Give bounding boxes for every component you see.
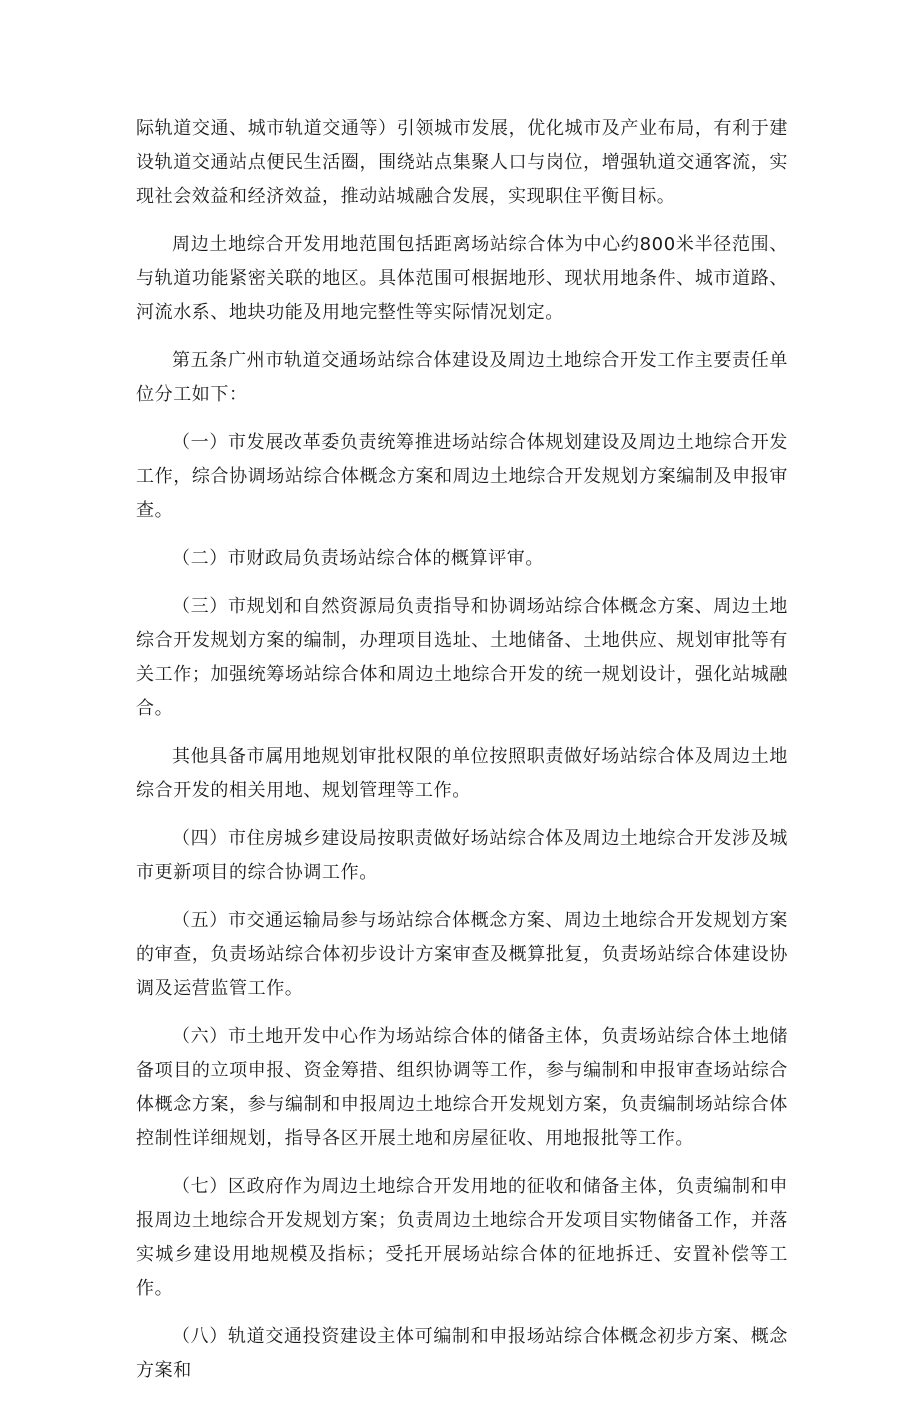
paragraph-item-2: （二）市财政局负责场站综合体的概算评审。 — [172, 548, 544, 569]
paragraph-item-7: （七）区政府作为周边土地综合开发用地的征收和储备主体，负责编制和申报周边土地综合开发规划方案；负责周边土地综合开发项目实物储备工作，并落实城乡建设用地规模及指标；受托开展场站综合体的征地拆迁、安置补偿等工作。 — [136, 1176, 788, 1299]
paragraph-item-8: （八）轨道交通投资建设主体可编制和申报场站综合体概念初步方案、概念方案和 — [136, 1326, 788, 1381]
paragraph-item-4: （四）市住房城乡建设局按职责做好场站综合体及周边土地综合开发涉及城市更新项目的综合协调工作。 — [136, 828, 788, 883]
paragraph-development-scope: 周边土地综合开发用地范围包括距离场站综合体为中心约800米半径范围、与轨道功能紧密关联的地区。具体范围可根据地形、现状用地条件、城市道路、河流水系、地块功能及用地完整性等实际情况划定。 — [136, 234, 788, 323]
paragraph-item-5: （五）市交通运输局参与场站综合体概念方案、周边土地综合开发规划方案的审查，负责场站综合体初步设计方案审查及概算批复，负责场站综合体建设协调及运营监管工作。 — [136, 910, 788, 999]
paragraph-other-units: 其他具备市属用地规划审批权限的单位按照职责做好场站综合体及周边土地综合开发的相关用地、规划管理等工作。 — [136, 746, 788, 801]
paragraph-article-5: 第五条广州市轨道交通场站综合体建设及周边土地综合开发工作主要责任单位分工如下： — [136, 350, 788, 405]
paragraph-item-1: （一）市发展改革委负责统筹推进场站综合体规划建设及周边土地综合开发工作，综合协调场站综合体概念方案和周边土地综合开发规划方案编制及申报审查。 — [136, 432, 788, 521]
paragraph-continuation: 际轨道交通、城市轨道交通等）引领城市发展，优化城市及产业布局，有利于建设轨道交通站点便民生活圈，围绕站点集聚人口与岗位，增强轨道交通客流，实现社会效益和经济效益，推动站城融合发展，实现职住平衡目标。 — [136, 118, 788, 207]
document-body — [136, 112, 788, 1402]
paragraph-item-6: （六）市土地开发中心作为场站综合体的储备主体，负责场站综合体土地储备项目的立项申报、资金筹措、组织协调等工作，参与编制和申报审查场站综合体概念方案，参与编制和申报周边土地综合开发规划方案，负责编制场站综合体控制性详细规划，指导各区开展土地和房屋征收、用地报批等工作。 — [136, 1026, 788, 1149]
paragraph-item-3: （三）市规划和自然资源局负责指导和协调场站综合体概念方案、周边土地综合开发规划方案的编制，办理项目选址、土地储备、土地供应、规划审批等有关工作；加强统筹场站综合体和周边土地综合开发的统一规划设计，强化站城融合。 — [136, 596, 788, 719]
